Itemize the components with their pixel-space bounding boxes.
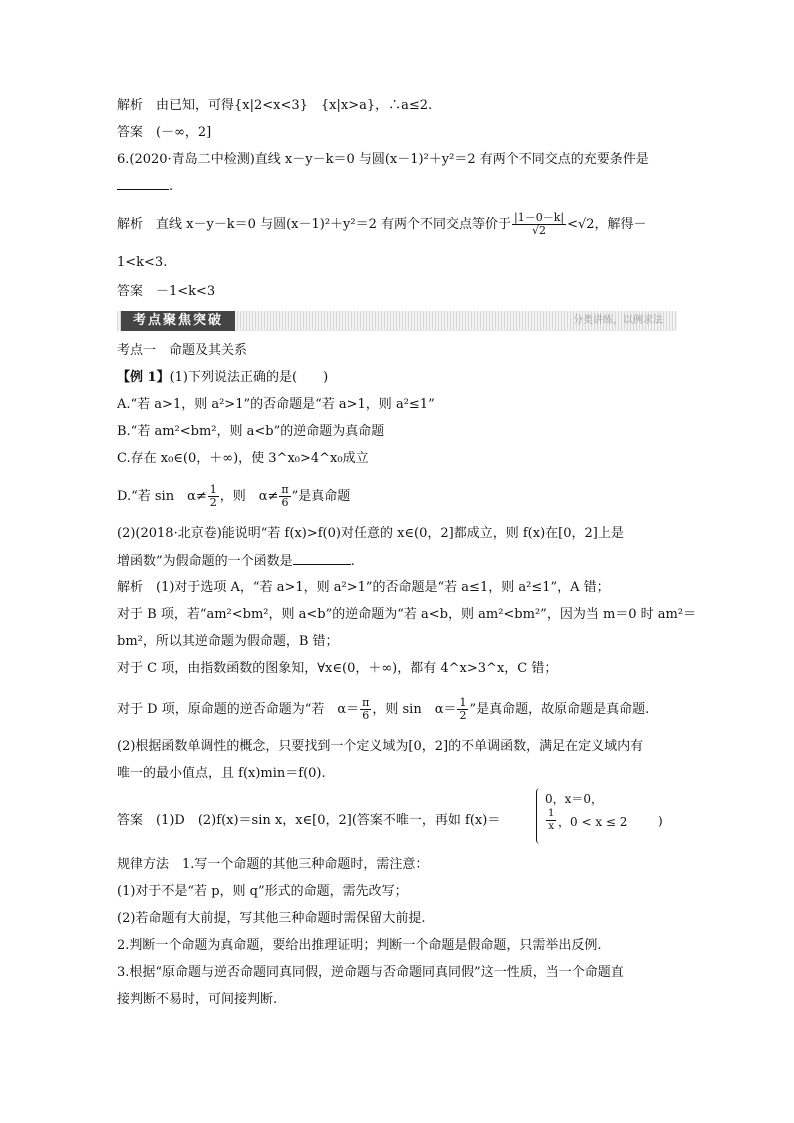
piecewise-row-2: ，0 < x ≤ 2 <box>558 815 628 829</box>
solution-b-line-2: bm²，所以其逆命题为假命题，B 错； <box>117 634 339 649</box>
solution-d-text-2: ，则 sin α＝ <box>372 702 457 717</box>
example-prompt: (1)下列说法正确的是( ) <box>169 370 329 385</box>
method-summary-heading: 规律方法 1.写一个命题的其他三种命题时，需注意： <box>117 857 429 872</box>
close-paren: ) <box>658 814 663 828</box>
solution-part-2-line-1: (2)根据函数单调性的概念，只要找到一个定义域为[0，2]的不单调函数，满足在定义域内有 <box>117 739 644 754</box>
solution-line-2 <box>117 212 647 237</box>
example-1-part-2-line-2 <box>117 552 355 571</box>
piecewise-row-1: 0，x＝0， <box>545 792 604 806</box>
fraction-numerator: π <box>362 696 370 709</box>
answer-blank <box>293 552 351 565</box>
example-1-line <box>117 369 328 387</box>
answer-line-3: 答案 (1)D (2)f(x)＝sin x，x∈[0，2](答案不唯一，再如 f(x)＝ <box>117 813 501 828</box>
fraction-denominator: 6 <box>362 709 370 722</box>
solution-c: 对于 C 项，由指数函数的图象知，∀x∈(0，＋∞)，都有 4^x>3^x，C 错； <box>117 661 558 676</box>
example-label: 【例 1】 <box>117 370 170 385</box>
method-item-1-1: (1)对于不是“若 p，则 q”形式的命题，需先改写； <box>117 884 408 899</box>
solution-line-3: 1<k<3. <box>117 255 168 270</box>
question-6-blank-line <box>117 177 173 196</box>
fraction-one-over-x <box>546 808 556 833</box>
method-item-2: 2.判断一个命题为真命题，要给出推理证明；判断一个命题是假命题，只需举出反例. <box>117 938 602 953</box>
solution-d-text-3: ”是真命题，故原命题是真命题. <box>469 702 650 717</box>
left-brace <box>536 788 543 844</box>
answer-line-2: 答案 －1<k<3 <box>117 284 216 299</box>
piecewise-row-2-fraction <box>545 808 557 833</box>
fraction-pi-six <box>279 484 290 509</box>
solution-line-1: 解析 由已知，可得{x|2<x<3} {x|x>a}，∴a≤2. <box>117 98 433 113</box>
option-b: B.“若 am²<bm²，则 a<b”的逆命题为真命题 <box>117 424 385 439</box>
question-6: 6.(2020·青岛二中检测)直线 x－y－k＝0 与圆(x－1)²＋y²＝2 有两个不同交点的充要条件是 <box>117 152 649 167</box>
section-banner-subtitle: 分类讲练，以例求法 <box>573 315 663 326</box>
option-c: C.存在 x₀∈(0，＋∞)，使 3^x₀>4^x₀成立 <box>117 451 369 466</box>
solution-text-tail: <√2，解得－ <box>567 217 647 232</box>
section-banner-title: 考点聚焦突破 <box>121 311 235 331</box>
option-a: A.“若 a>1，则 a²>1”的否命题是“若 a>1，则 a²≤1” <box>117 397 435 412</box>
fraction-numerator: 1 <box>548 808 555 819</box>
fraction-numerator: 1 <box>459 696 467 709</box>
fraction-denominator: √2 <box>532 224 547 237</box>
solution-d-text-1: 对于 D 项，原命题的逆否命题为“若 α＝ <box>117 702 360 717</box>
option-d-text-3: ”是真命题 <box>291 489 351 504</box>
answer-line-1: 答案 (－∞，2] <box>117 125 212 140</box>
solution-a: 解析 (1)对于选项 A，“若 a>1，则 a²>1”的否命题是“若 a≤1，则 a²≤1”，A 错； <box>117 580 610 595</box>
option-d <box>117 484 350 509</box>
part-2-text: 增函数”为假命题的一个函数是 <box>117 554 293 569</box>
section-banner <box>117 311 677 331</box>
fraction-denominator: x <box>548 821 554 832</box>
fraction-half <box>208 484 219 509</box>
answer-blank <box>117 177 169 190</box>
topic-heading: 考点一 命题及其关系 <box>117 343 248 358</box>
fraction-half <box>457 697 468 722</box>
fraction-pi-six <box>360 697 371 722</box>
period: . <box>169 179 174 194</box>
period: . <box>350 554 355 569</box>
method-item-1-2: (2)若命题有大前提，写其他三种命题时需保留大前提. <box>117 911 426 926</box>
option-d-text-1: D.“若 sin α≠ <box>117 489 207 504</box>
fraction-denominator: 2 <box>209 496 217 509</box>
solution-text: 解析 直线 x－y－k＝0 与圆(x－1)²＋y²＝2 有两个不同交点等价于 <box>117 217 512 232</box>
example-1-part-2-line-1: (2)(2018·北京卷)能说明“若 f(x)>f(0)对任意的 x∈(0，2]都成立，则 f(x)在[0，2]上是 <box>117 526 624 541</box>
fraction-denominator: 6 <box>281 496 289 509</box>
fraction-numerator: |1－0－k| <box>514 211 565 224</box>
fraction-denominator: 2 <box>459 709 467 722</box>
piecewise-function <box>536 788 666 844</box>
fraction-numerator: π <box>281 483 289 496</box>
solution-d <box>117 697 649 722</box>
option-d-text-2: ，则 α≠ <box>219 489 279 504</box>
fraction-numerator: 1 <box>209 483 217 496</box>
method-item-3-line-1: 3.根据“原命题与逆否命题同真同假，逆命题与否命题同真同假”这一性质，当一个命题直 <box>117 965 624 980</box>
method-item-3-line-2: 接判断不易时，可间接判断. <box>117 992 278 1007</box>
solution-b-line-1: 对于 B 项，若“am²<bm²，则 a<b”的逆命题为“若 a<b，则 am²<bm²”，因为当 m＝0 时 am²＝ <box>117 607 697 622</box>
solution-part-2-line-2: 唯一的最小值点，且 f(x)min＝f(0). <box>117 766 326 781</box>
distance-fraction <box>512 212 566 237</box>
